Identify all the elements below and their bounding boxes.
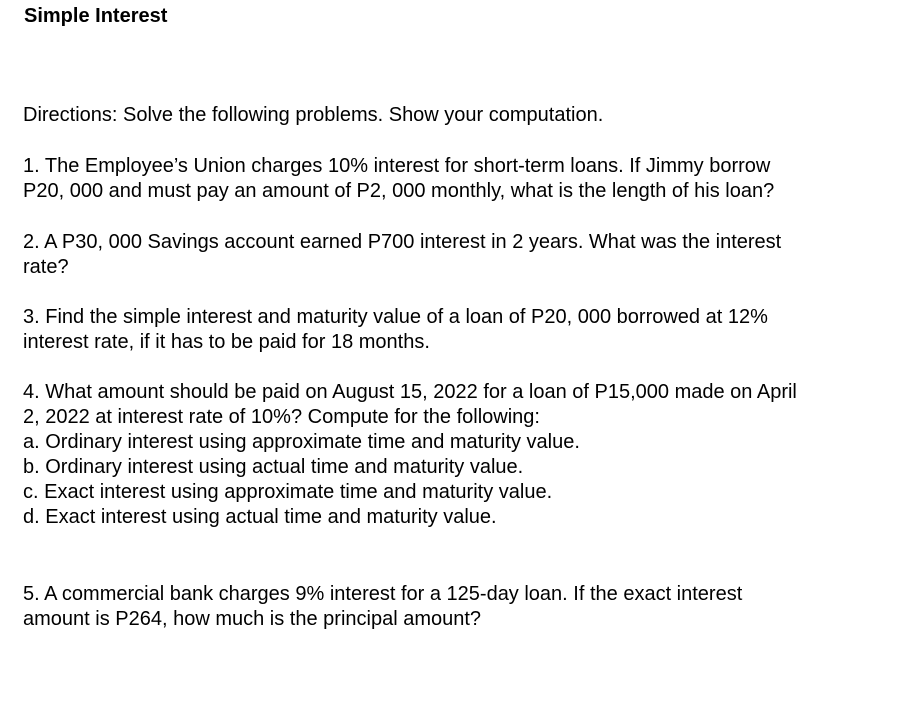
problem-subitem-a: a. Ordinary interest using approximate time and maturity value. bbox=[23, 431, 580, 453]
problem-subitem-c: c. Exact interest using approximate time and maturity value. bbox=[23, 481, 553, 503]
problem-line: 2. A P30, 000 Savings account earned P700 interest in 2 years. What was the interest bbox=[23, 231, 782, 253]
problem-line: interest rate, if it has to be paid for 18 months. bbox=[23, 331, 430, 353]
problem-subitem-b: b. Ordinary interest using actual time and maturity value. bbox=[23, 456, 524, 478]
problem-line: P20, 000 and must pay an amount of P2, 000 monthly, what is the length of his loan? bbox=[23, 180, 775, 202]
problem-line: amount is P264, how much is the principal amount? bbox=[23, 608, 482, 630]
problem-line: 4. What amount should be paid on August 15, 2022 for a loan of P15,000 made on April bbox=[23, 381, 797, 403]
problem-line: 5. A commercial bank charges 9% interest for a 125-day loan. If the exact interest bbox=[23, 583, 743, 605]
directions-text: Directions: Solve the following problems. Show your computation. bbox=[23, 104, 604, 126]
problem-line: 3. Find the simple interest and maturity value of a loan of P20, 000 borrowed at 12% bbox=[23, 306, 768, 328]
problem-line: rate? bbox=[23, 256, 69, 278]
problem-line: 1. The Employee’s Union charges 10% interest for short-term loans. If Jimmy borrow bbox=[23, 155, 771, 177]
problem-line: 2, 2022 at interest rate of 10%? Compute for the following: bbox=[23, 406, 540, 428]
document-title: Simple Interest bbox=[24, 5, 168, 27]
problem-subitem-d: d. Exact interest using actual time and maturity value. bbox=[23, 506, 497, 528]
